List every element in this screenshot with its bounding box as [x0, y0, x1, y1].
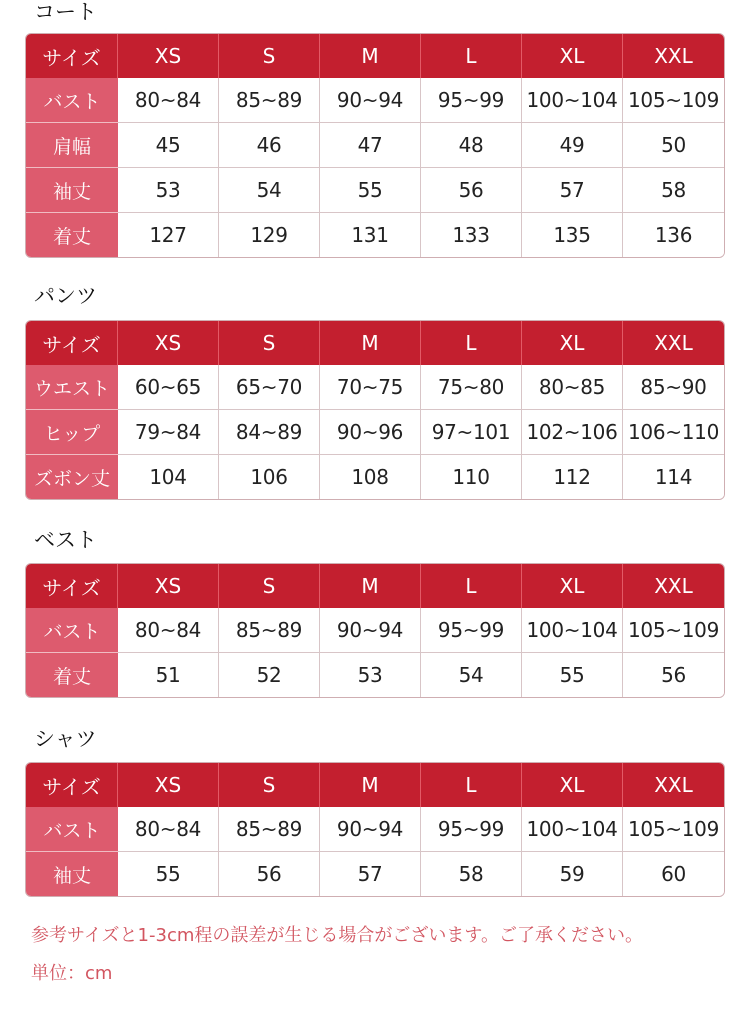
table-cell: 131 [320, 213, 421, 257]
size-header-cell: サイズ [26, 321, 118, 365]
table-cell: 112 [522, 455, 623, 499]
table-row [26, 852, 724, 896]
table-row [26, 608, 724, 653]
table-cell: 136 [623, 213, 724, 257]
size-l-header: L [421, 321, 522, 365]
row-label: 着丈 [26, 653, 118, 697]
table-cell: 129 [219, 213, 320, 257]
table-cell: 57 [522, 168, 623, 213]
table-cell: 56 [219, 852, 320, 896]
table-row [26, 455, 724, 499]
table-cell: 85~89 [219, 608, 320, 653]
table-cell: 80~84 [118, 807, 219, 852]
table-cell: 58 [421, 852, 522, 896]
size-m-header: M [320, 321, 421, 365]
size-xxl-header: XXL [623, 321, 724, 365]
table-cell: 53 [118, 168, 219, 213]
size-xl-header: XL [522, 321, 623, 365]
table-cell: 46 [219, 123, 320, 168]
table-cell: 80~85 [522, 365, 623, 410]
unit-note: 単位：cm [31, 963, 113, 984]
table-row [26, 123, 724, 168]
size-xs-header: XS [118, 321, 219, 365]
table-cell: 106~110 [623, 410, 724, 455]
table-cell: 105~109 [623, 807, 724, 852]
table-cell: 79~84 [118, 410, 219, 455]
table-cell: 75~80 [421, 365, 522, 410]
size-m-header: M [320, 763, 421, 807]
table-cell: 85~89 [219, 78, 320, 123]
size-header-cell: サイズ [26, 564, 118, 608]
table-cell: 90~94 [320, 807, 421, 852]
table-row [26, 653, 724, 697]
table-header-row [26, 763, 724, 807]
table-cell: 102~106 [522, 410, 623, 455]
table-cell: 47 [320, 123, 421, 168]
size-header-cell: サイズ [26, 763, 118, 807]
size-xl-header: XL [522, 564, 623, 608]
size-m-header: M [320, 34, 421, 78]
table-cell: 49 [522, 123, 623, 168]
table-cell: 100~104 [522, 608, 623, 653]
table-cell: 55 [522, 653, 623, 697]
table-header-row [26, 34, 724, 78]
table-cell: 55 [320, 168, 421, 213]
table-cell: 45 [118, 123, 219, 168]
table-cell: 60 [623, 852, 724, 896]
table-row [26, 78, 724, 123]
table-cell: 127 [118, 213, 219, 257]
size-l-header: L [421, 763, 522, 807]
table-cell: 54 [219, 168, 320, 213]
table-cell: 51 [118, 653, 219, 697]
table-cell: 114 [623, 455, 724, 499]
table-cell: 108 [320, 455, 421, 499]
table-cell: 80~84 [118, 78, 219, 123]
table-cell: 54 [421, 653, 522, 697]
table-cell: 58 [623, 168, 724, 213]
table-header-row [26, 321, 724, 365]
table-cell: 56 [421, 168, 522, 213]
row-label: バスト [26, 608, 118, 653]
size-table-shirt [25, 762, 725, 897]
size-table-pants [25, 320, 725, 500]
size-table-coat [25, 33, 725, 258]
table-cell: 59 [522, 852, 623, 896]
size-xs-header: XS [118, 34, 219, 78]
table-cell: 95~99 [421, 608, 522, 653]
size-m-header: M [320, 564, 421, 608]
table-cell: 52 [219, 653, 320, 697]
table-cell: 60~65 [118, 365, 219, 410]
row-label: 着丈 [26, 213, 118, 257]
table-cell: 135 [522, 213, 623, 257]
row-label: ズボン丈 [26, 455, 118, 499]
table-cell: 50 [623, 123, 724, 168]
table-cell: 104 [118, 455, 219, 499]
table-cell: 55 [118, 852, 219, 896]
table-row [26, 365, 724, 410]
row-label: 袖丈 [26, 168, 118, 213]
table-cell: 133 [421, 213, 522, 257]
table-cell: 90~96 [320, 410, 421, 455]
table-cell: 105~109 [623, 78, 724, 123]
size-header-cell: サイズ [26, 34, 118, 78]
size-table-vest [25, 563, 725, 698]
table-cell: 95~99 [421, 78, 522, 123]
table-cell: 56 [623, 653, 724, 697]
size-l-header: L [421, 564, 522, 608]
size-xl-header: XL [522, 34, 623, 78]
table-cell: 85~89 [219, 807, 320, 852]
section-title-vest: ベスト [34, 528, 97, 552]
table-cell: 100~104 [522, 78, 623, 123]
section-title-pants: パンツ [34, 284, 97, 308]
size-xxl-header: XXL [623, 564, 724, 608]
table-cell: 105~109 [623, 608, 724, 653]
row-label: 袖丈 [26, 852, 118, 896]
size-l-header: L [421, 34, 522, 78]
row-label: バスト [26, 78, 118, 123]
size-xxl-header: XXL [623, 34, 724, 78]
size-s-header: S [219, 34, 320, 78]
table-cell: 90~94 [320, 78, 421, 123]
table-row [26, 213, 724, 257]
size-xs-header: XS [118, 564, 219, 608]
row-label: ウエスト [26, 365, 118, 410]
table-cell: 57 [320, 852, 421, 896]
table-cell: 84~89 [219, 410, 320, 455]
table-row [26, 410, 724, 455]
row-label: 肩幅 [26, 123, 118, 168]
size-s-header: S [219, 564, 320, 608]
table-cell: 95~99 [421, 807, 522, 852]
section-title-coat: コート [34, 0, 97, 24]
table-cell: 90~94 [320, 608, 421, 653]
table-cell: 97~101 [421, 410, 522, 455]
row-label: ヒップ [26, 410, 118, 455]
size-s-header: S [219, 321, 320, 365]
size-xl-header: XL [522, 763, 623, 807]
table-cell: 85~90 [623, 365, 724, 410]
table-cell: 70~75 [320, 365, 421, 410]
table-cell: 53 [320, 653, 421, 697]
size-disclaimer-note: 参考サイズと1-3cm程の誤差が生じる場合がございます。ご了承ください。 [31, 925, 643, 946]
section-title-shirt: シャツ [34, 727, 97, 751]
table-header-row [26, 564, 724, 608]
size-s-header: S [219, 763, 320, 807]
table-cell: 110 [421, 455, 522, 499]
table-cell: 80~84 [118, 608, 219, 653]
size-xxl-header: XXL [623, 763, 724, 807]
row-label: バスト [26, 807, 118, 852]
table-cell: 106 [219, 455, 320, 499]
table-row [26, 807, 724, 852]
table-cell: 48 [421, 123, 522, 168]
table-cell: 100~104 [522, 807, 623, 852]
table-cell: 65~70 [219, 365, 320, 410]
size-xs-header: XS [118, 763, 219, 807]
table-row [26, 168, 724, 213]
